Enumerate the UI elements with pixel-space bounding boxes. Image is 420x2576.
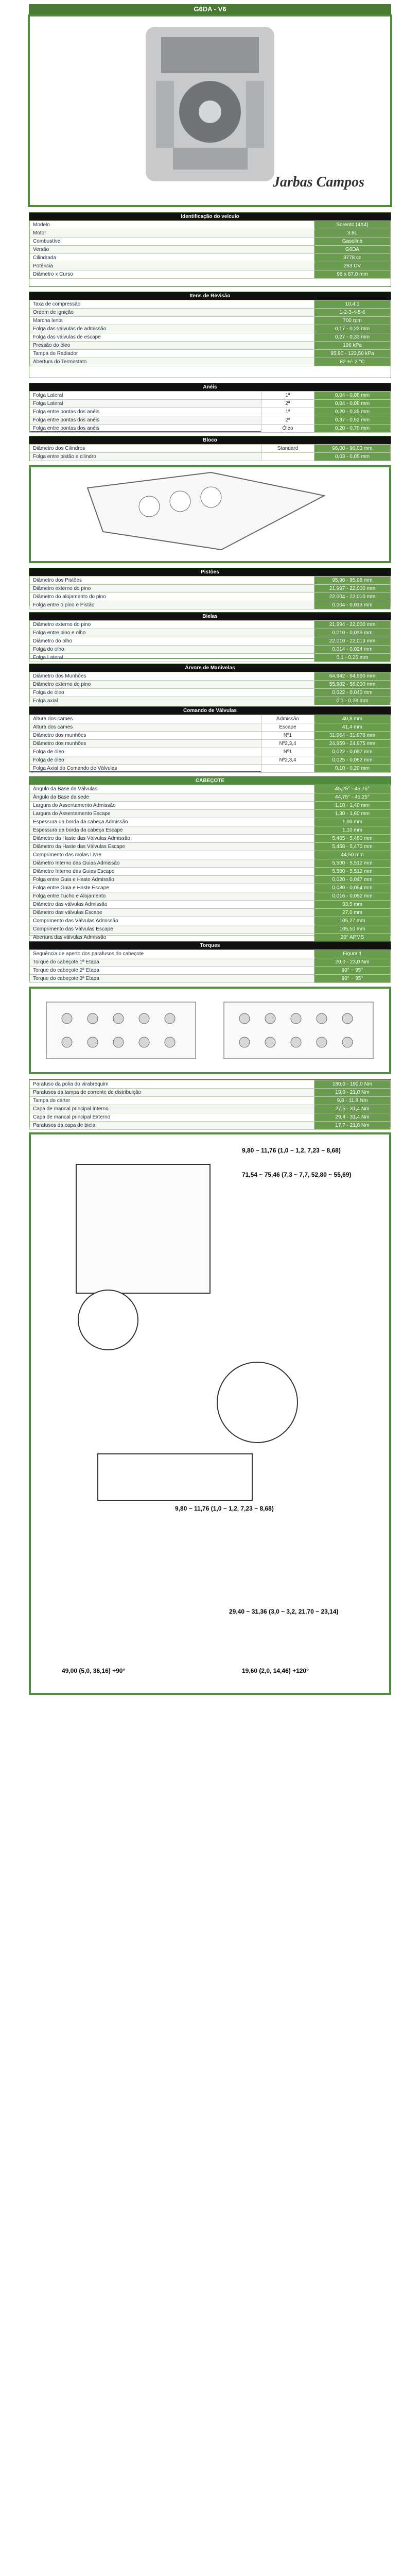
block-diagram <box>29 465 391 563</box>
brand-watermark: Jarbas Campos <box>272 174 364 190</box>
section-header: Pistões <box>29 568 391 576</box>
section-header: Árvore de Manivelas <box>29 664 391 672</box>
svg-text:71,54 ~ 75,46 (7,3 ~ 7,7, 52,8: 71,54 ~ 75,46 (7,3 ~ 7,7, 52,80 ~ 55,69) <box>242 1171 352 1178</box>
section-header: CABEÇOTE <box>29 777 391 785</box>
rings-panel: Anéis Folga Lateral 1ª 0,04 - 0,08 mm Folga Lateral 2ª 0,04 - 0,08 mm Folga entre pontas dos anéis 1ª 0,20 - 0,35 mm Folga entre pontas dos anéis 2ª 0,37 - 0,52 mm Folga entre pontas dos anéis Óleo 0,20 - 0,70 mm <box>29 383 391 432</box>
vehicle-id-table: Modelo Sorento (4X4) Motor 3.8L Combustível Gasolina Versão G6DA Cilindrada 3778 cc Potência 263 CV Diâmetro x Curso 96 x 87,0 mm <box>29 221 391 279</box>
section-header: Bielas <box>29 613 391 620</box>
rods-panel: Bielas Diâmetro externo do pino 21,994 - 22,000 mm Folga entre pino e olho 0,010 - 0,019 mm Diâmetro do olho 22,010 - 22,013 mm Folga do olho 0,014 - 0,024 mm Folga Lateral 0,1 - 0,25 mm <box>29 612 391 659</box>
engine-hero-image <box>28 14 392 207</box>
page-title: G6DA - V6 <box>29 4 391 14</box>
timing-torques-panel: Parafuso da polia do virabrequim 180,0 - 190,0 Nm Parafusos da tampa de corrente de distribuição 19,0 - 21,0 Nm Tampa do cárter 9,8 - 11,8 Nm Capa de mancal principal Interno 27,5 - 31,4 Nm Capa de mancal principal Externo 29,4 - 31,4 Nm Parafusos da capa de biela 17,7 - 21,6 Nm <box>29 1079 391 1127</box>
torques-panel: Torques Sequência de aperto dos parafusos do cabeçote Figura 1 Torque do cabeçote 1ª Etapa 20,0 - 23,0 Nm Torque do cabeçote 2ª Etapa 90° ~ 95° Torque do cabeçote 3ª Etapa 90° ~ 95° <box>29 941 391 981</box>
cylinder-head-panel: CABEÇOTE Ângulo da Base da Válvulas 45,25° - 45,75° Ângulo da Base da sede 44,75° - 45,25° Largura do Assentamento Admissão 1,10 - 1,40 mm Largura do Assentamento Escape 1,30 - 1,60 mm Espessura da borda da cabeça Admissão 1,00 mm Espessura da borda da cabeça Escape 1,10 mm Diâmetro da Haste das Válvulas Admissão 5,465 - 5,480 mm Diâmetro da Haste das Válvulas Escape 5,458 - 5,470 mm Comprimento das molas Livre 44,50 mm Diâmetro Interno das Guias Admissão 5,500 - 5,512 mm Diâmetro Interno das Guias Escape 5,500 - 5,512 mm Folga entre Guia e Haste Admissão 0,020 - 0,047 mm Folga entre Guia e Haste Escape 0,030 - 0,054 mm Folga entre Tucho e Alojamento 0,016 - 0,052 mm Diâmetro das válvulas Admissão 33,5 mm Diâmetro das válvulas Escape 27,0 mm Comprimento das Válvulas Admissão 105,27 mm Comprimento das Válvulas Escape 105,50 mm Abertura das válvulas Admissão 20° APMS <box>29 776 391 936</box>
svg-text:9,80 ~ 11,76 (1,0 ~ 1,2, 7,23: 9,80 ~ 11,76 (1,0 ~ 1,2, 7,23 ~ 8,68) <box>242 1147 341 1154</box>
svg-text:29,40 ~ 31,36 (3,0 ~ 3,2, 21,7: 29,40 ~ 31,36 (3,0 ~ 3,2, 21,70 ~ 23,14) <box>229 1608 339 1615</box>
crankshaft-panel: Árvore de Manivelas Diâmetro dos Munhões 64,942 - 64,960 mm Diâmetro externo do pino 55,982 - 56,000 mm Folga de óleo 0,022 - 0,040 mm Folga axial 0,1 - 0,28 mm <box>29 664 391 702</box>
section-header: Itens de Revisão <box>29 292 391 300</box>
head-torque-sequence-figure <box>29 987 391 1074</box>
svg-text:49,00 (5,0, 36,16) +90°: 49,00 (5,0, 36,16) +90° <box>62 1667 126 1674</box>
svg-text:9,80 ~ 11,76 (1,0 ~ 1,2, 7,23: 9,80 ~ 11,76 (1,0 ~ 1,2, 7,23 ~ 8,68) <box>175 1505 274 1512</box>
exploded-block-figure <box>29 1132 391 1695</box>
pistons-panel: Pistões Diâmetro dos Pistões 95,96 - 95,98 mm Diâmetro externo do pino 21,997 - 22,000 mm Diâmetro do alojamento do pino 22,004 - 22,010 mm Folga entre o pino e Pistão 0,004 - 0,013 mm <box>29 568 391 606</box>
revision-items-panel <box>29 292 391 378</box>
vehicle-id-panel <box>29 212 391 287</box>
block-panel: Bloco Diâmetro dos Cilindros Standard 96,00 - 96,03 mm Folga entre pistão e cilindro 0,03 - 0,05 mm <box>29 436 391 461</box>
revision-items-table: Taxa de compressão 10,4:1 Ordem de ignição 1-2-3-4-5-6 Marcha lenta 700 rpm Folga das válvulas de admissão 0,17 - 0,23 mm Folga das válvulas de escape 0,27 - 0,33 mm Pressão do óleo 196 kPa Tampa do Radiador 95,90 - 123,50 kPa Abertura do Termostato 82 +/- 2 °C <box>29 300 391 366</box>
section-header: Torques <box>29 942 391 950</box>
section-header: Comando de Válvulas <box>29 707 391 715</box>
section-header: Anéis <box>29 383 391 391</box>
svg-text:19,60 (2,0, 14,46) +120°: 19,60 (2,0, 14,46) +120° <box>242 1667 309 1674</box>
section-header: Bloco <box>29 436 391 444</box>
camshaft-panel: Comando de Válvulas Altura dos cames Admissão 40,8 mm Altura dos cames Escape 41,4 mm Diâmetro dos munhões Nº1 31,964 - 31,978 mm Diâmetro dos munhões Nº2,3,4 24,959 - 24,975 mm Folga de óleo Nº1 0,022 - 0,057 mm Folga de óleo Nº2,3,4 0,025 - 0,062 mm Folga Axial do Comando de Válvulas 0,10 - 0,20 mm <box>29 706 391 772</box>
section-header: Identificação do veículo <box>29 213 391 221</box>
